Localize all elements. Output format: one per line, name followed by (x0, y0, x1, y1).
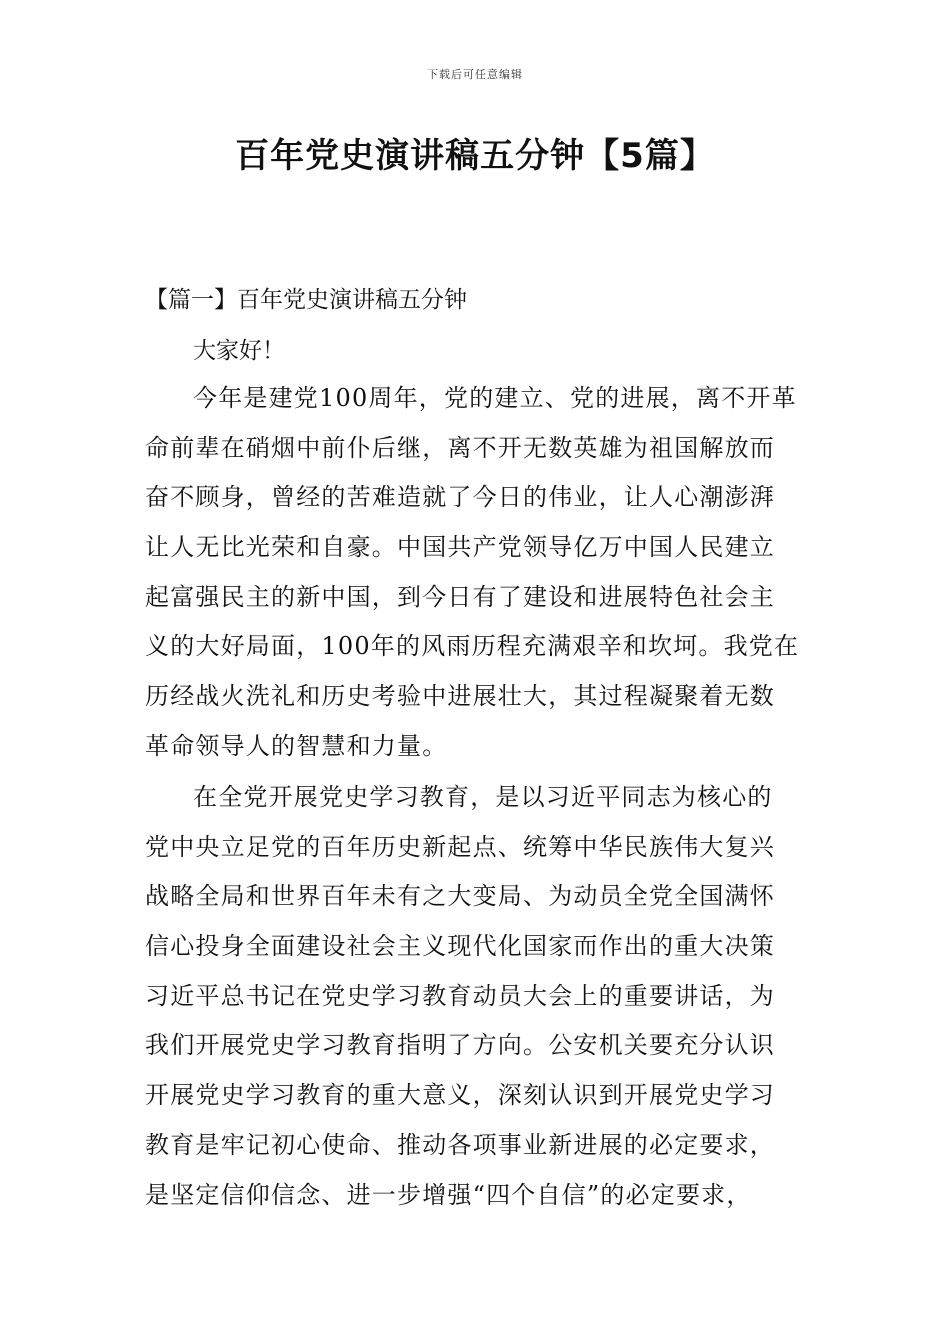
paragraph-line: 义的大好局面，100年的风雨历程充满艰辛和坎坷。我党在 (145, 632, 800, 661)
paragraph-line: 起富强民主的新中国，到今日有了建设和进展特色社会主 (145, 582, 775, 611)
paragraph-line: 革命领导人的智慧和力量。 (145, 731, 448, 760)
header-note: 下载后可任意编辑 (427, 68, 523, 81)
paragraph-line: 奋不顾身，曾经的苦难造就了今日的伟业，让人心潮澎湃 (145, 483, 775, 512)
paragraph-line: 战略全局和世界百年未有之大变局、为动员全党全国满怀 (145, 882, 775, 911)
paragraph-line: 信心投身全面建设社会主义现代化国家而作出的重大决策 (145, 932, 775, 961)
paragraph-line: 在全党开展党史学习教育，是以习近平同志为核心的 (193, 783, 773, 811)
paragraph-line: 习近平总书记在党史学习教育动员大会上的重要讲话，为 (145, 981, 775, 1010)
paragraph-line: 命前辈在硝烟中前仆后继，离不开无数英雄为祖国解放而 (145, 433, 775, 462)
section-heading: 【篇一】百年党史演讲稿五分钟 (145, 287, 467, 313)
greeting-line: 大家好！ (193, 338, 285, 364)
paragraph-line: 教育是牢记初心使命、推动各项事业新进展的必定要求， (145, 1130, 775, 1159)
paragraph-line: 开展党史学习教育的重大意义，深刻认识到开展党史学习 (145, 1081, 775, 1110)
paragraph-1 (145, 381, 805, 779)
paragraph-line: 让人无比光荣和自豪。中国共产党领导亿万中国人民建立 (145, 533, 775, 562)
paragraph-2 (145, 780, 805, 1227)
paragraph-line: 我们开展党史学习教育指明了方向。公安机关要充分认识 (145, 1031, 775, 1060)
document-title: 百年党史演讲稿五分钟【5篇】 (235, 136, 715, 176)
paragraph-line: 是坚定信仰信念、进一步增强“四个自信”的必定要求， (145, 1180, 752, 1209)
paragraph-line: 今年是建党100周年，党的建立、党的进展，离不开革 (193, 384, 797, 412)
paragraph-line: 历经战火洗礼和历史考验中进展壮大，其过程凝聚着无数 (145, 682, 775, 711)
paragraph-line: 党中央立足党的百年历史新起点、统筹中华民族伟大复兴 (145, 832, 775, 861)
